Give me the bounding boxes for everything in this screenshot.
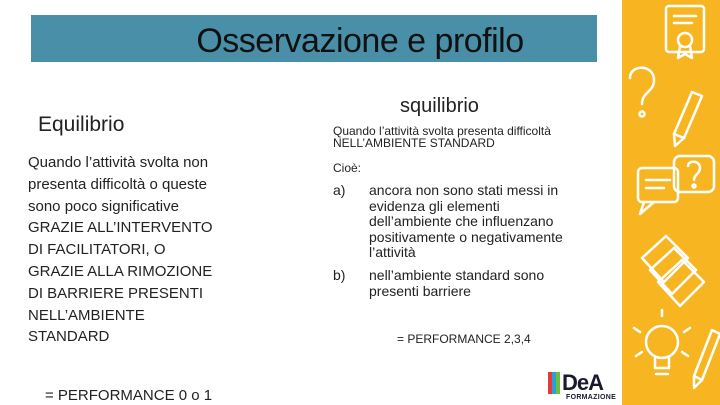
logo-mark-icon <box>548 372 562 394</box>
lightbulb-icon <box>634 310 690 374</box>
right-cioe-label: Cioè: <box>333 161 362 175</box>
right-intro-text: Quando l’attività svolta presenta difficoltà NELL’AMBIENTE STANDARD <box>333 124 551 150</box>
dea-logo <box>548 370 618 402</box>
documents-icon <box>642 236 704 306</box>
right-heading: squilibrio <box>400 95 479 117</box>
list-marker: b) <box>333 267 346 283</box>
list-item-text: nell’ambiente standard sono presenti barriere <box>369 267 545 299</box>
question-mark-icon <box>630 68 654 117</box>
left-heading: Equilibrio <box>38 113 125 136</box>
right-performance: = PERFORMANCE 2,3,4 <box>397 332 531 346</box>
decorative-sidebar <box>622 0 720 405</box>
pencil-icon <box>674 92 702 146</box>
left-performance: = PERFORMANCE 0 o 1 <box>45 387 213 404</box>
sidebar-illustrations <box>622 0 720 405</box>
pencil-icon <box>694 330 720 388</box>
logo-subtitle: FORMAZIONE <box>566 394 617 401</box>
certificate-icon <box>666 6 704 58</box>
list-item-text: ancora non sono stati messi in evidenza gli elementi dell’ambiente che influenzano positivamente o negativamente l’attività <box>369 182 563 260</box>
list-marker: a) <box>333 182 346 198</box>
left-body-text: Quando l’attività svolta non presenta difficoltà o queste sono poco significative GRAZIE ALL’INTERVENTO DI FACILITATORI, O GRAZIE ALLA RIMOZIONE DI BARRIERE PRESENTI NELL’AMBIENTE STANDARD <box>28 154 213 346</box>
page-title: Osservazione e profilo <box>196 22 524 60</box>
logo-word: DeA <box>562 370 604 395</box>
chat-bubble-question-icon <box>638 156 714 214</box>
